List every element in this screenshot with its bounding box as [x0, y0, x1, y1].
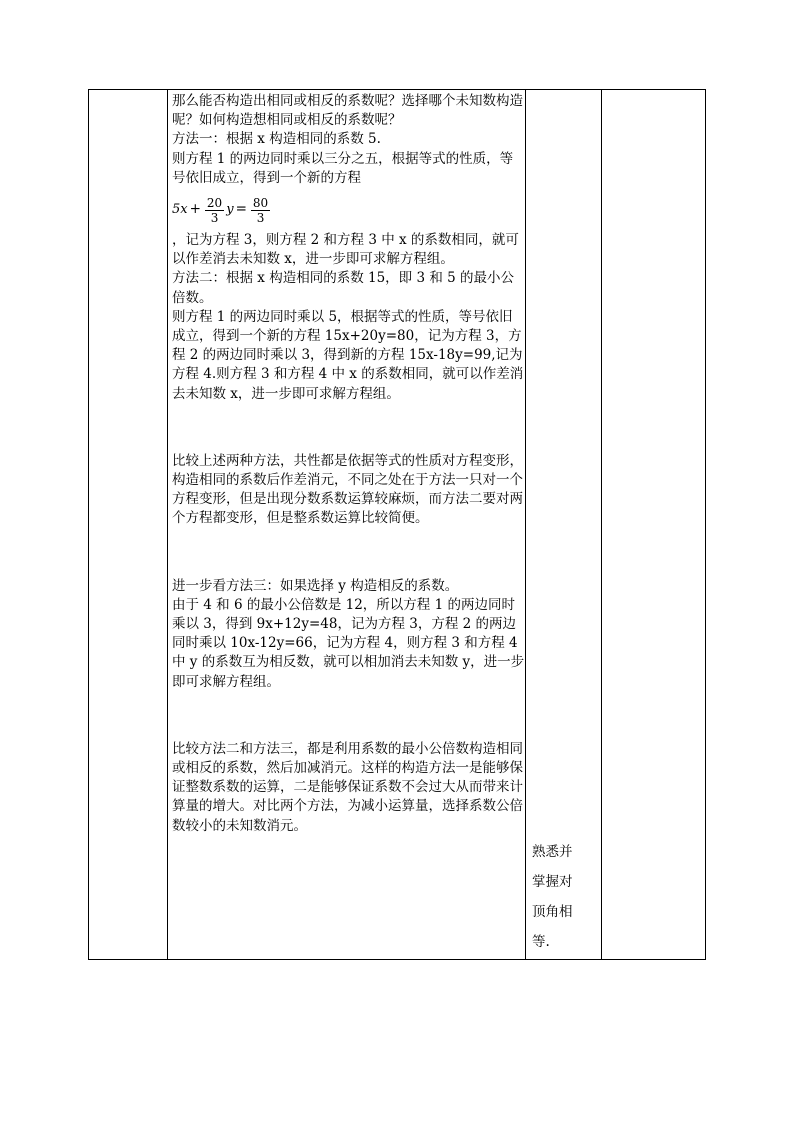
method-three-heading: 进一步看方法三：如果选择 y 构造相反的系数。: [172, 577, 459, 594]
formula-term: 5x: [172, 202, 188, 218]
question-paragraph: 那么能否构造出相同或相反的系数呢？选择哪个未知数构造呢？如何构造想相同或相反的系数呢？: [172, 93, 523, 129]
fraction-numerator: 20: [206, 195, 223, 210]
formula-plus: +: [189, 201, 201, 218]
formula-equals: =: [235, 201, 247, 218]
method-one-conclusion: [172, 231, 525, 269]
method-one-heading: 方法一：根据 x 构造相同的系数 5.: [172, 131, 381, 148]
column-divider: [167, 90, 168, 959]
method-one-conclusion-text: ，记为方程 3，则方程 2 和方程 3 中 x 的系数相同，就可以作差消去未知数 x，进一步即可求解方程组。: [172, 232, 519, 268]
fraction-denominator: 3: [256, 210, 265, 225]
summary-paragraph: 比较方法二和方法三，都是利用系数的最小公倍数构造相同或相反的系数，然后加减消元。这样的构造方法一是能够保证整数系数的运算，二是能够保证系数不会过大从而带来计算量的增大。对比两个方法，为减小运算量，选择系数公倍数较小的未知数消元。: [172, 740, 523, 834]
method-two-heading: 方法二：根据 x 构造相同的系数 15，即 3 和 5 的最小公倍数。: [172, 270, 515, 306]
column-divider: [525, 90, 526, 959]
equation-3-formula: [172, 191, 525, 229]
formula-variable: y: [226, 202, 234, 218]
side-note-line: 顶角相: [532, 904, 573, 920]
method-one-step: 则方程 1 的两边同时乘以三分之五，根据等式的性质，等号依旧成立，得到一个新的方程: [172, 150, 514, 186]
fraction: [205, 196, 224, 225]
lesson-table: [88, 89, 706, 960]
design-intent-cell: [532, 837, 596, 957]
fraction-numerator: 80: [252, 195, 269, 210]
fraction: [251, 196, 270, 225]
side-note-line: 等.: [532, 934, 550, 950]
side-note-line: 熟悉并: [532, 844, 573, 860]
fraction-denominator: 3: [210, 210, 219, 225]
side-note-line: 掌握对: [532, 874, 573, 890]
method-three-step: 由于 4 和 6 的最小公倍数是 12，所以方程 1 的两边同时乘以 3，得到 9x+12y=48，记为方程 3，方程 2 的两边同时乘以 10x-12y=66，记为方程 4，则方程 3 和方程 4 中 y 的系数互为相反数，就可以相加消去未知数 y，进一步即可求解方程组。: [172, 596, 525, 690]
method-two-step: 则方程 1 的两边同时乘以 5，根据等式的性质，等号依旧成立，得到一个新的方程 15x+20y=80，记为方程 3，方程 2 的两边同时乘以 3，得到新的方程 15x-18y=99,记为方程 4.则方程 3 和方程 4 中 x 的系数相同，就可以作差消去未知数 x，进一步即可求解方程组。: [172, 308, 524, 402]
comparison-paragraph: 比较上述两种方法，共性都是依据等式的性质对方程变形，构造相同的系数后作差消元，不同之处在于方法一只对一个方程变形，但是出现分数系数运算较麻烦，而方法二要对两个方程都变形，但是整系数运算比较简便。: [172, 452, 523, 527]
column-divider: [601, 90, 602, 959]
teaching-content-cell: [172, 92, 525, 836]
